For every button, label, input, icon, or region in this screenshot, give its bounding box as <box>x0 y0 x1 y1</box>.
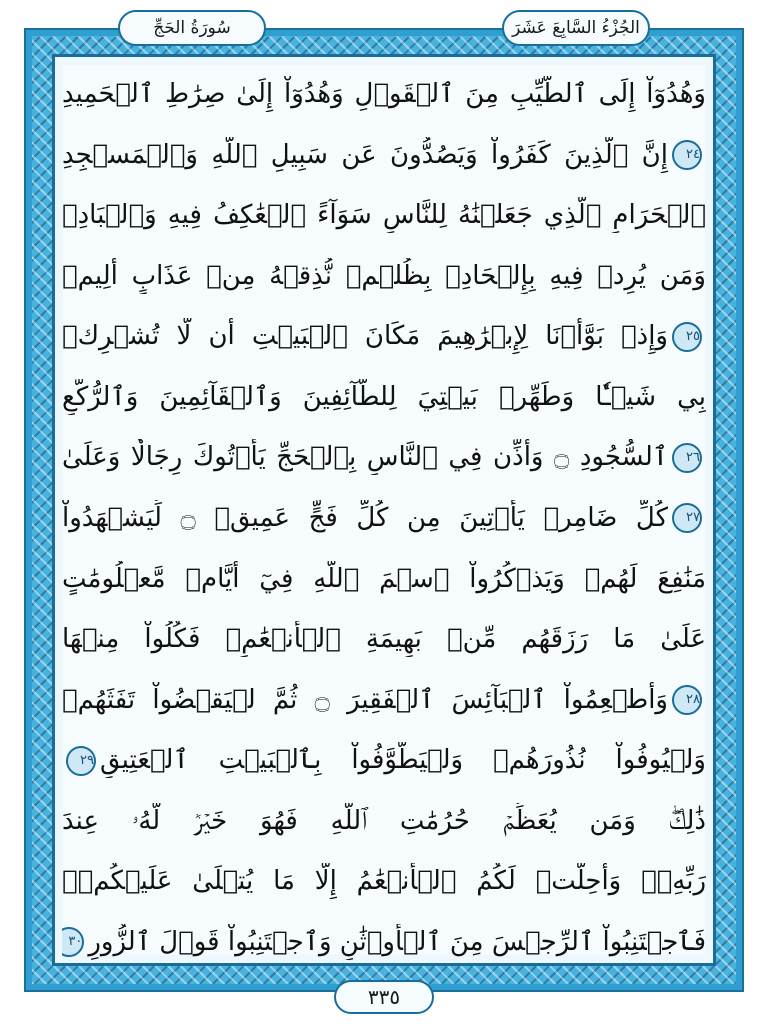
line-text: وَمَن يُرِدۡ فِيهِ بِإِلۡحَادِۭ بِظُلۡمٖ نُّذِقۡهُ مِنۡ عَذَابٍ أَلِيمٖ <box>62 260 706 291</box>
verse-line <box>62 803 706 839</box>
verse-line <box>62 561 706 597</box>
ayah-number-marker: ٢٦ <box>672 443 702 473</box>
verse-line <box>62 863 706 899</box>
verse-line <box>62 621 706 657</box>
line-text: ٱلسُّجُودِ ۝ وَأَذِّن فِي ٱلنَّاسِ بِٱلۡحَجِّ يَأۡتُوكَ رِجَالٗا وَعَلَىٰ <box>62 442 668 473</box>
line-text: عَلَىٰ مَا رَزَقَهُم مِّنۢ بَهِيمَةِ ٱلۡأَنۡعَٰمِۖ فَكُلُواْ مِنۡهَا <box>62 624 706 655</box>
verse-line <box>62 197 706 233</box>
ayah-number-marker: ٣٠ <box>62 927 84 957</box>
verse-line <box>62 318 706 354</box>
verse-line <box>62 137 706 173</box>
line-text: بِي شَيۡـٔٗا وَطَهِّرۡ بَيۡتِيَ لِلطَّآئِفِينَ وَٱلۡقَآئِمِينَ وَٱلرُّكَّعِ <box>62 381 706 412</box>
ayah-number-marker: ٢٧ <box>672 503 702 533</box>
line-text: ٱلۡحَرَامِ ٱلَّذِي جَعَلۡنَٰهُ لِلنَّاسِ سَوَآءً ٱلۡعَٰكِفُ فِيهِ وَٱلۡبَادِۚ <box>62 200 706 231</box>
verse-line <box>62 258 706 294</box>
surah-name-label: سُورَةُ الحَجِّ <box>118 10 266 46</box>
ayah-number-marker: ٢٨ <box>672 685 702 715</box>
verse-line <box>62 379 706 415</box>
line-text: كُلِّ ضَامِرٖ يَأۡتِينَ مِن كُلِّ فَجٍّ عَمِيقٖ ۝ لِّيَشۡهَدُواْ <box>62 502 668 533</box>
verse-line <box>62 742 706 778</box>
verse-line <box>62 924 706 960</box>
line-text: وَهُدُوٓاْ إِلَى ٱلطَّيِّبِ مِنَ ٱلۡقَوۡلِ وَهُدُوٓاْ إِلَىٰ صِرَٰطِ ٱلۡحَمِيدِ <box>62 79 706 109</box>
line-text: رَبِّهِۦۗ وَأُحِلَّتۡ لَكُمُ ٱلۡأَنۡعَٰمُ إِلَّا مَا يُتۡلَىٰ عَلَيۡكُمۡۖ <box>62 866 706 897</box>
line-text: وَإِذۡ بَوَّأۡنَا لِإِبۡرَٰهِيمَ مَكَانَ ٱلۡبَيۡتِ أَن لَّا تُشۡرِكۡ <box>62 321 668 352</box>
line-text: فَٱجۡتَنِبُواْ ٱلرِّجۡسَ مِنَ ٱلۡأَوۡثَٰنِ وَٱجۡتَنِبُواْ قَوۡلَ ٱلزُّورِ <box>88 926 706 957</box>
ayah-number-marker: ٢٩ <box>66 746 96 776</box>
ayah-number-marker: ٢٤ <box>672 140 702 170</box>
ayah-number-marker: ٢٥ <box>672 322 702 352</box>
verse-lines <box>62 76 706 960</box>
juz-name-label: الجُزْءُ السَّابِعَ عَشَرَ <box>502 10 650 46</box>
line-text: مَنَٰفِعَ لَهُمۡ وَيَذۡكُرُواْ ٱسۡمَ ٱللَّهِ فِيٓ أَيَّامٖ مَّعۡلُومَٰتٍ <box>62 563 706 594</box>
verse-line <box>62 439 706 475</box>
verse-line <box>62 500 706 536</box>
verse-line <box>62 682 706 718</box>
line-text: ذَٰلِكَۖ وَمَن يُعَظِّمۡ حُرُمَٰتِ ٱللَّهِ فَهُوَ خَيۡرٞ لَّهُۥ عِندَ <box>62 805 706 836</box>
line-text: وَأَطۡعِمُواْ ٱلۡبَآئِسَ ٱلۡفَقِيرَ ۝ ثُمَّ لۡيَقۡضُواْ تَفَثَهُمۡ <box>62 684 668 715</box>
line-text: إِنَّ ٱلَّذِينَ كَفَرُواْ وَيَصُدُّونَ عَن سَبِيلِ ٱللَّهِ وَٱلۡمَسۡجِدِ <box>62 139 668 170</box>
page-number: ٣٣٥ <box>334 980 434 1014</box>
verse-line <box>62 76 706 112</box>
line-text: وَلۡيُوفُواْ نُذُورَهُمۡ وَلۡيَطَّوَّفُواْ بِٱلۡبَيۡتِ ٱلۡعَتِيقِ <box>100 745 706 776</box>
